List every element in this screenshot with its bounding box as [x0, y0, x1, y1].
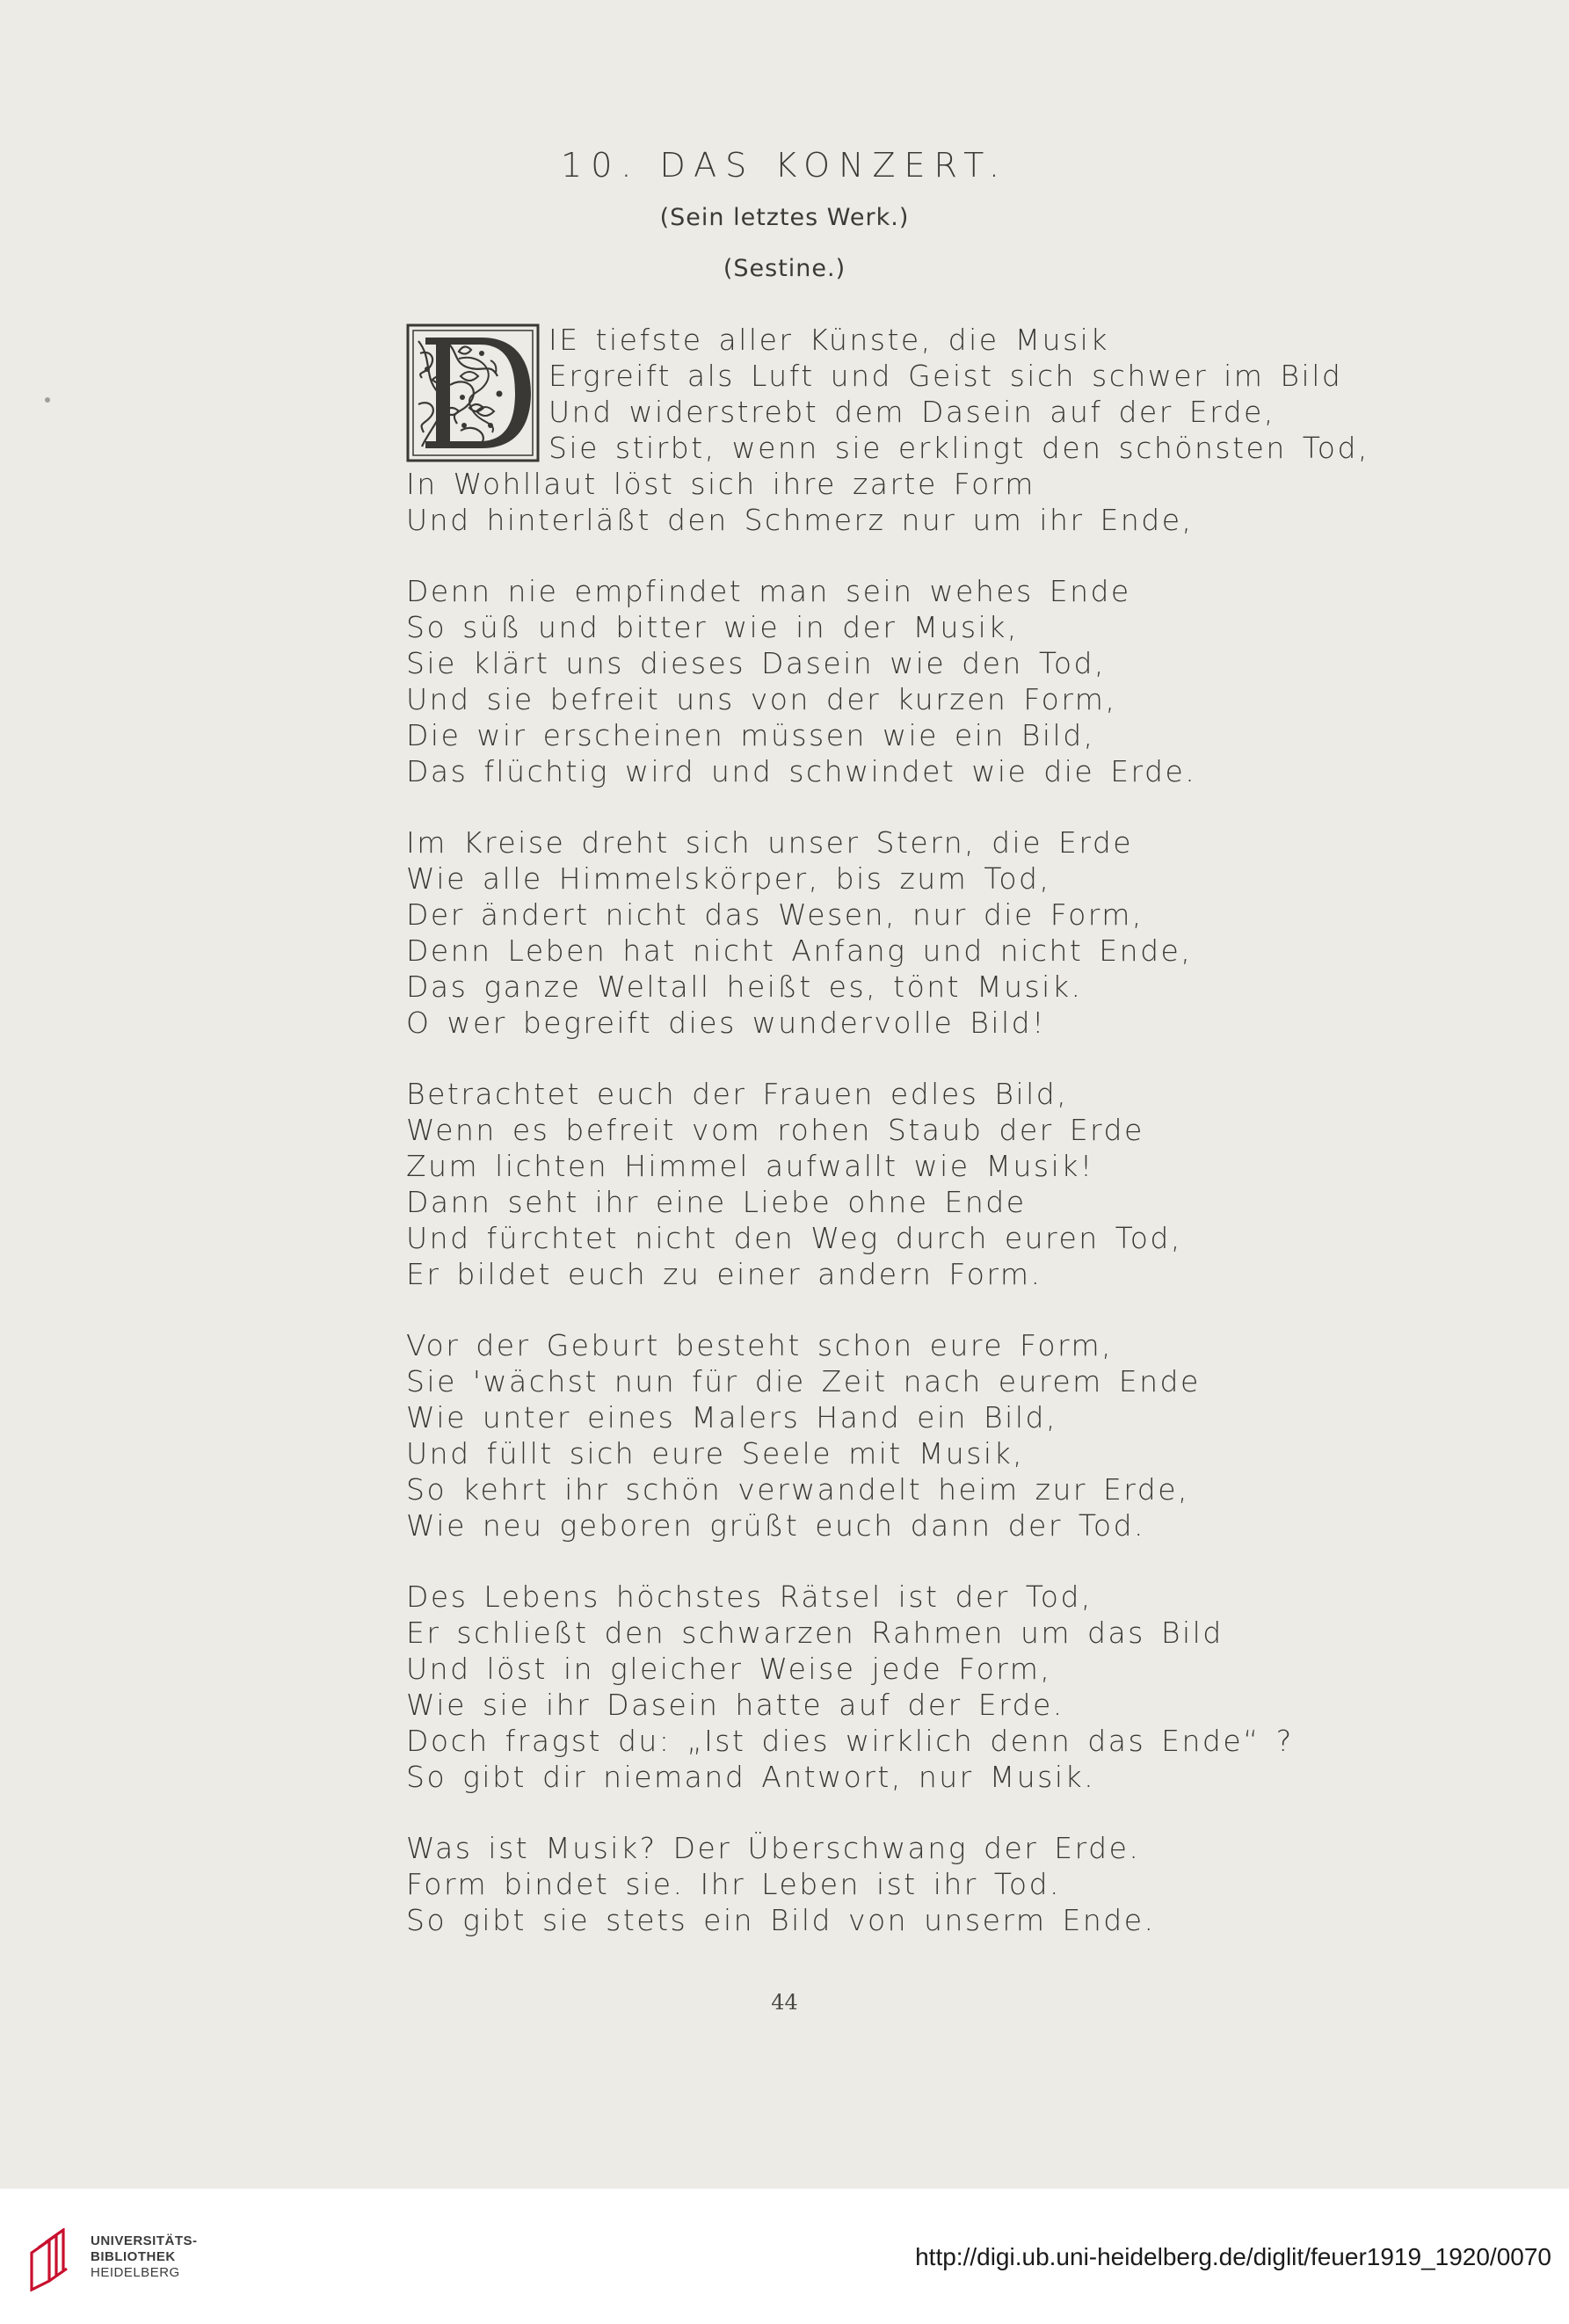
- poem-line: Denn Leben hat nicht Anfang und nicht Ende,: [406, 933, 1193, 968]
- poem-line: IE tiefste aller Künste, die Musik: [548, 323, 1109, 357]
- stanza-1: [406, 322, 1369, 538]
- poem-line: Der ändert nicht das Wesen, nur die Form,: [406, 897, 1144, 932]
- stanza-7: [406, 1830, 1338, 1938]
- poem-line: Zum lichten Himmel aufwallt wie Musik!: [406, 1149, 1094, 1183]
- poem-line: Sie stirbt, wenn sie erklingt den schönsten Tod,: [548, 431, 1369, 465]
- poem-line: Und füllt sich eure Seele mit Musik,: [406, 1436, 1025, 1471]
- stanza-5: [406, 1327, 1338, 1543]
- poem-line: Wie unter eines Malers Hand ein Bild,: [406, 1400, 1057, 1434]
- poem-line: Und fürchtet nicht den Weg durch euren Tod,: [406, 1221, 1182, 1255]
- poem-line: So gibt dir niemand Antwort, nur Musik.: [406, 1760, 1096, 1794]
- poem-line: Sie klärt uns dieses Dasein wie den Tod,: [406, 646, 1106, 680]
- poem-line: Im Kreise dreht sich unser Stern, die Erde: [406, 825, 1134, 860]
- permalink-url[interactable]: http://digi.ub.uni-heidelberg.de/diglit/feuer1919_1920/0070: [915, 2243, 1551, 2270]
- poem-line: Das flüchtig wird und schwindet wie die Erde.: [406, 754, 1197, 788]
- poem-line: Denn nie empfindet man sein wehes Ende: [406, 574, 1131, 608]
- poem-line: So kehrt ihr schön verwandelt heim zur Erde,: [406, 1472, 1190, 1507]
- poem-line: Und sie befreit uns von der kurzen Form,: [406, 682, 1117, 716]
- page-number: 44: [771, 1990, 798, 2015]
- poem-line: Wie sie ihr Dasein hatte auf der Erde.: [406, 1688, 1064, 1722]
- poem-form-note: (Sestine.): [723, 255, 846, 282]
- poem-line: So süß und bitter wie in der Musik,: [406, 610, 1019, 644]
- stanza-3: [406, 824, 1338, 1041]
- poem-line: Dann seht ihr eine Liebe ohne Ende: [406, 1185, 1027, 1219]
- poem-line: Er schließt den schwarzen Rahmen um das Bild: [406, 1616, 1224, 1650]
- poem-line: Und widerstrebt dem Dasein auf der Erde,: [548, 395, 1275, 429]
- poem-line: Doch fragst du: „Ist dies wirklich denn das Ende“ ?: [406, 1724, 1294, 1758]
- poem-line: In Wohllaut löst sich ihre zarte Form: [406, 467, 1035, 501]
- poem-line: O wer begreift dies wundervolle Bild!: [406, 1006, 1046, 1040]
- poem-line: So gibt sie stets ein Bild von unserm Ende.: [406, 1903, 1156, 1937]
- poem-body: [406, 322, 1369, 1973]
- poem-line: Wie neu geboren grüßt euch dann der Tod.: [406, 1508, 1146, 1543]
- poem-line: Betrachtet euch der Frauen edles Bild,: [406, 1077, 1069, 1111]
- library-name-line: HEIDELBERG: [91, 2265, 180, 2280]
- stanza-4: [406, 1076, 1338, 1292]
- poem-line: Die wir erscheinen müssen wie ein Bild,: [406, 718, 1095, 752]
- poem-line: Er bildet euch zu einer andern Form.: [406, 1257, 1042, 1291]
- poem-line: Form bindet sie. Ihr Leben ist ihr Tod.: [406, 1867, 1062, 1901]
- library-name-line: UNIVERSITÄTS-: [91, 2233, 198, 2248]
- poem-line: Und löst in gleicher Weise jede Form,: [406, 1652, 1052, 1686]
- ornamental-initial: [406, 323, 540, 462]
- poem-line: Was ist Musik? Der Überschwang der Erde.: [406, 1831, 1141, 1865]
- poem-line: Das ganze Weltall heißt es, tönt Musik.: [406, 970, 1083, 1004]
- poem-line: Wie alle Himmelskörper, bis zum Tod,: [406, 861, 1051, 896]
- poem-line: Des Lebens höchstes Rätsel ist der Tod,: [406, 1580, 1093, 1614]
- poem-line: Wenn es befreit vom rohen Staub der Erde: [406, 1113, 1144, 1147]
- poem-line: Sie 'wächst nun für die Zeit nach eurem Ende: [406, 1364, 1201, 1398]
- paper-speck: [45, 397, 50, 403]
- poem-line: Ergreift als Luft und Geist sich schwer im Bild: [548, 359, 1343, 393]
- poem-line: Und hinterläßt den Schmerz nur um ihr Ende,: [406, 503, 1194, 537]
- poem-line: Vor der Geburt besteht schon eure Form,: [406, 1328, 1114, 1362]
- library-name[interactable]: [91, 2233, 198, 2281]
- stanza-2: [406, 573, 1338, 789]
- stanza-6: [406, 1579, 1338, 1795]
- poem-subtitle: (Sein letztes Werk.): [659, 204, 910, 231]
- poem-title: 10. DAS KONZERT.: [561, 146, 1008, 185]
- library-logo-icon[interactable]: [26, 2228, 79, 2291]
- library-name-line: BIBLIOTHEK: [91, 2249, 176, 2264]
